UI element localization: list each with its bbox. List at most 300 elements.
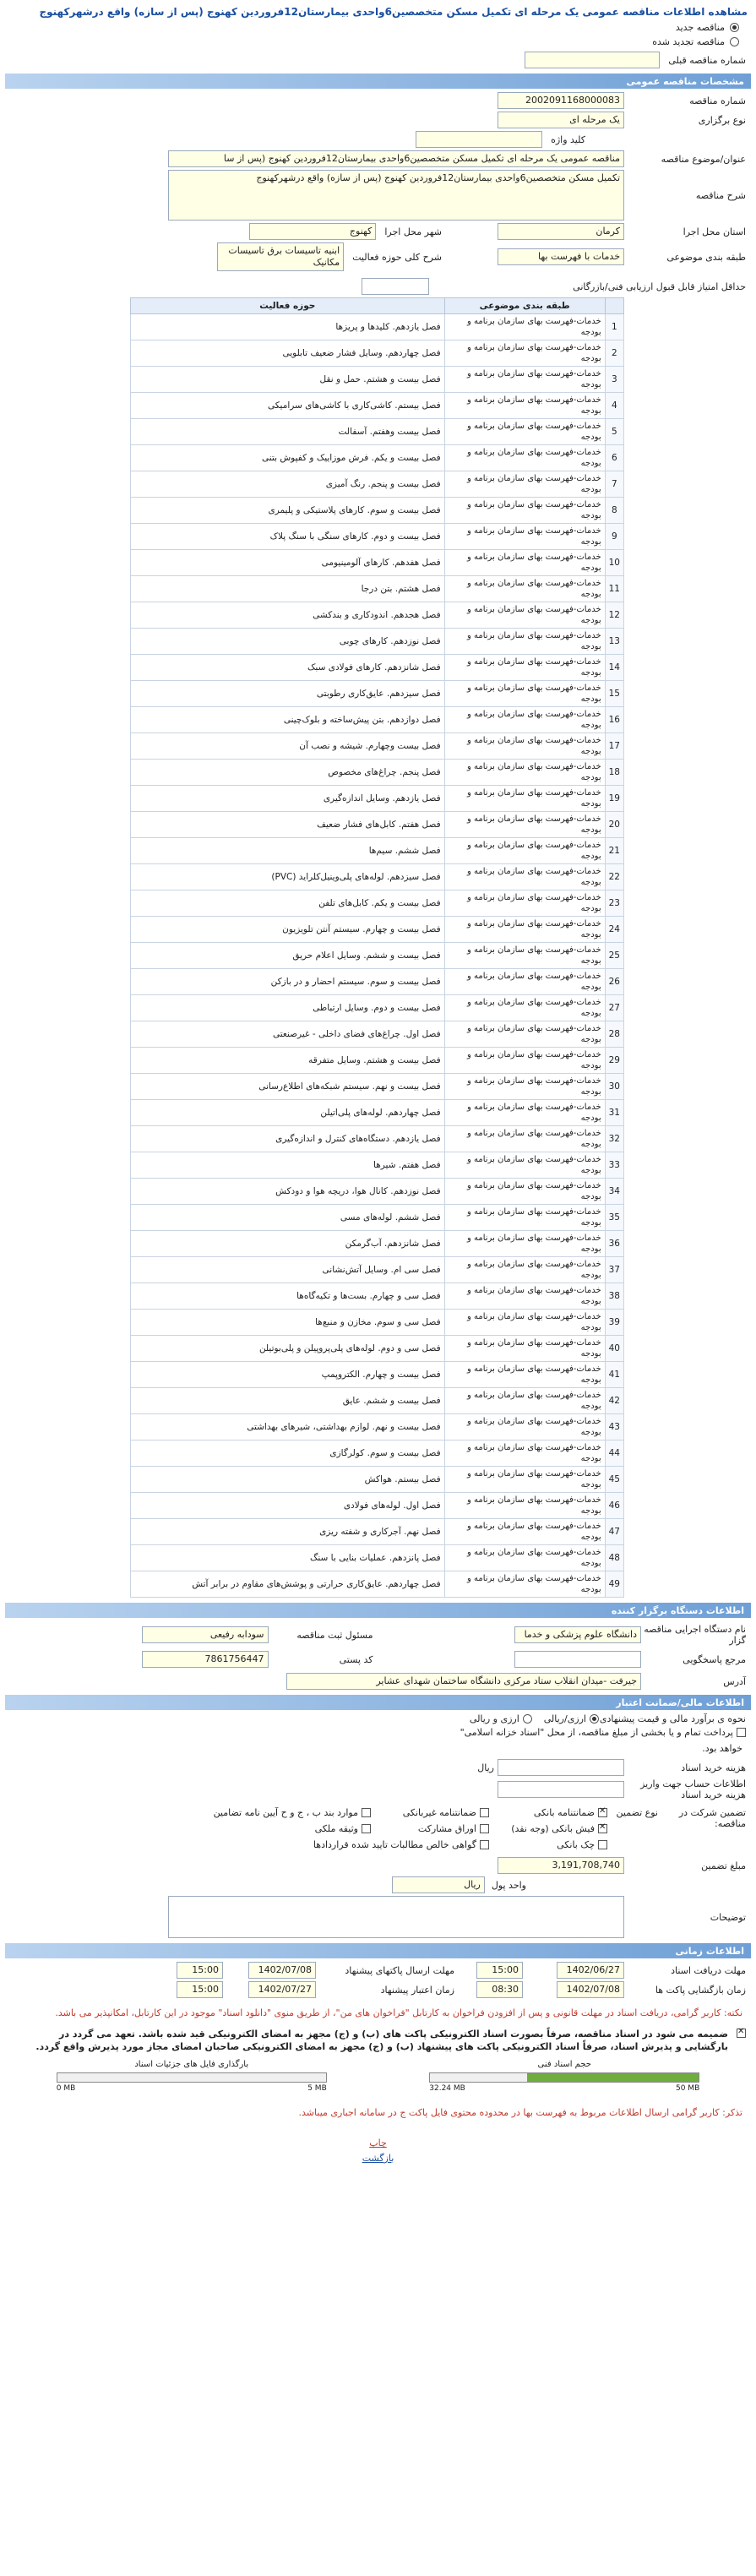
row-category: خدمات-فهرست بهای سازمان برنامه و بودجه — [444, 812, 605, 838]
upload-bar-tech-fill — [527, 2073, 699, 2082]
scope-label: شرح کلی حوزه فعالیت — [352, 251, 442, 263]
row-category: خدمات-فهرست بهای سازمان برنامه و بودجه — [444, 1257, 605, 1283]
row-category: خدمات-فهرست بهای سازمان برنامه و بودجه — [444, 1362, 605, 1388]
city-field: کهنوج — [249, 223, 376, 240]
row-field: فصل شانزدهم. کارهای فولادی سبک — [131, 655, 445, 681]
row-field: فصل سی و دوم. لوله‌های پلی‌پروپیلن و پلی‌بوتیلن — [131, 1336, 445, 1362]
row-number: 10 — [605, 550, 623, 576]
table-row — [131, 812, 624, 838]
upload-bar-tech — [429, 2060, 699, 2093]
electronic-docs-checkbox[interactable] — [737, 2029, 746, 2038]
row-field: فصل بیست و ششم. عایق — [131, 1388, 445, 1414]
row-category: خدمات-فهرست بهای سازمان برنامه و بودجه — [444, 367, 605, 393]
row-field: فصل بیست و پنجم. رنگ آمیزی — [131, 471, 445, 498]
row-number: 1 — [605, 314, 623, 340]
row-field: فصل بیست و چهارم. سیستم آنتن تلویزیون — [131, 917, 445, 943]
row-category: خدمات-فهرست بهای سازمان برنامه و بودجه — [444, 1493, 605, 1519]
upload-bar-detail-label: بارگذاری فایل های جزئیات اسناد — [134, 2060, 249, 2069]
eval-rial-option[interactable] — [544, 1713, 599, 1724]
table-row — [131, 445, 624, 471]
row-number: 40 — [605, 1336, 623, 1362]
row-category: خدمات-فهرست بهای سازمان برنامه و بودجه — [444, 890, 605, 917]
table-row — [131, 1179, 624, 1205]
table-row — [131, 524, 624, 550]
note-download: نکته: کاربر گرامی، دریافت اسناد در مهلت قانونی و پس از افزودن فراخوان به کارتابل "فراخوان های من"، از طریق منوی "دانلود اسناد" موجود در این کارتابل، امکانپذیر می باشد. — [55, 2007, 742, 2018]
row-field: فصل بیست و نهم. سیستم شبکه‌های اطلاع‌رسانی — [131, 1074, 445, 1100]
finance-section-header: اطلاعات مالی/ضمانت اعتبار — [5, 1695, 751, 1710]
row-field: فصل دوازدهم. بتن پیش‌ساخته و بلوک‌چینی — [131, 707, 445, 733]
row-category: خدمات-فهرست بهای سازمان برنامه و بودجه — [444, 786, 605, 812]
org-field: دانشگاه علوم پزشکی و خدما — [514, 1626, 641, 1643]
row-number: 23 — [605, 890, 623, 917]
table-row — [131, 681, 624, 707]
g-bank-option[interactable] — [501, 1807, 607, 1818]
table-row — [131, 419, 624, 445]
row-category: خدمات-فهرست بهای سازمان برنامه و بودجه — [444, 471, 605, 498]
row-field: فصل نهم. آجرکاری و شفته ریزی — [131, 1519, 445, 1545]
row-number: 5 — [605, 419, 623, 445]
eval-rial-radio[interactable] — [590, 1714, 599, 1724]
row-number: 32 — [605, 1126, 623, 1152]
desc-field: تکمیل مسکن متخصصین6واحدی بیمارستان12فروردین کهنوج (پس از سازه) واقع درشهرکهنوج — [168, 170, 624, 221]
row-category: خدمات-فهرست بهای سازمان برنامه و بودجه — [444, 1179, 605, 1205]
min-score-label: حداقل امتیاز قابل قبول ارزیابی فنی/بازرگانی — [573, 280, 746, 292]
row-field: فصل بیست وهفتم. آسفالت — [131, 419, 445, 445]
row-number: 27 — [605, 995, 623, 1021]
address-field: جیرفت -میدان انقلاب ستاد مرکزی دانشگاه ساختمان شهدای عشایر — [286, 1673, 641, 1690]
table-row — [131, 629, 624, 655]
g-bank-label: ضمانتنامه بانکی — [533, 1807, 595, 1818]
upload-bar-tech-max: 50 MB — [675, 2084, 700, 2093]
row-number: 49 — [605, 1571, 623, 1598]
keyword-label: کلید واژه — [551, 133, 585, 145]
postal-label: کد پستی — [339, 1653, 373, 1665]
upload-bar-detail-used: 0 MB — [56, 2084, 76, 2093]
table-row — [131, 1571, 624, 1598]
row-number: 7 — [605, 471, 623, 498]
note-price-list: تذکر: کاربر گرامی ارسال اطلاعات مربوط به فهرست بها در محدوده محتوی فایل پاکت ج در سامانه اجباری میباشد. — [298, 2107, 742, 2118]
table-row — [131, 1545, 624, 1571]
row-field: فصل بیست و سوم. کارهای پلاستیکی و پلیمری — [131, 498, 445, 524]
row-category: خدمات-فهرست بهای سازمان برنامه و بودجه — [444, 943, 605, 969]
eval-rial-label: ارزی/ریالی — [543, 1713, 586, 1724]
radio-new-label: مناقصه جدید — [675, 22, 725, 33]
row-field: فصل یازدهم. کلیدها و پریزها — [131, 314, 445, 340]
acct-field — [498, 1781, 624, 1798]
g-nonbank-label: ضمانتنامه غیربانکی — [402, 1807, 476, 1818]
table-row — [131, 1126, 624, 1152]
row-field: فصل سی و چهارم. بست‌ها و تکیه‌گاه‌ها — [131, 1283, 445, 1310]
table-row — [131, 1021, 624, 1048]
row-number: 3 — [605, 367, 623, 393]
row-field: فصل سی ام. وسایل آتش‌نشانی — [131, 1257, 445, 1283]
row-category: خدمات-فهرست بهای سازمان برنامه و بودجه — [444, 1571, 605, 1598]
row-field: فصل بیستم. کاشی‌کاری با کاشی‌های سرامیکی — [131, 393, 445, 419]
number-label: شماره مناقصه — [689, 95, 746, 106]
recv-date: 1402/06/27 — [557, 1962, 624, 1979]
category-label: طبقه بندی موضوعی — [666, 251, 746, 263]
row-number: 46 — [605, 1493, 623, 1519]
table-row — [131, 1440, 624, 1467]
row-number: 25 — [605, 943, 623, 969]
row-category: خدمات-فهرست بهای سازمان برنامه و بودجه — [444, 1336, 605, 1362]
valid-date: 1402/07/27 — [248, 1981, 316, 1998]
category-field: خدمات با فهرست بها — [498, 248, 624, 265]
scope-field: ابنیه تاسیسات برق تاسیسات مکانیک — [217, 242, 344, 271]
keyword-field[interactable] — [416, 131, 542, 148]
valid-label: زمان اعتبار پیشنهاد — [380, 1984, 454, 1996]
row-category: خدمات-فهرست بهای سازمان برنامه و بودجه — [444, 550, 605, 576]
row-field: فصل یازدهم. وسایل اندازه‌گیری — [131, 786, 445, 812]
doc-cost-label: هزینه خرید اسناد — [681, 1762, 746, 1773]
row-field: فصل بیست و یکم. فرش موزاییک و کفپوش بتنی — [131, 445, 445, 471]
row-field: فصل بیست و سوم. سیستم احضار و در بازکن — [131, 969, 445, 995]
table-row — [131, 943, 624, 969]
row-field: فصل چهاردهم. لوله‌های پلی‌اتیلن — [131, 1100, 445, 1126]
table-col-number — [605, 298, 623, 314]
row-field: فصل پانزدهم. عملیات بنایی با سنگ — [131, 1545, 445, 1571]
table-row — [131, 1310, 624, 1336]
table-row — [131, 995, 624, 1021]
g-check2-checkbox[interactable] — [598, 1840, 607, 1849]
radio-new-indicator[interactable] — [730, 23, 739, 32]
table-row — [131, 602, 624, 629]
type-label: نوع برگزاری — [698, 114, 746, 126]
submit-label: مهلت ارسال پاکتهای پیشنهاد — [345, 1964, 454, 1976]
row-number: 39 — [605, 1310, 623, 1336]
row-category: خدمات-فهرست بهای سازمان برنامه و بودجه — [444, 393, 605, 419]
type-field: یک مرحله ای — [498, 112, 624, 128]
g-nonbank-option[interactable] — [383, 1807, 489, 1818]
table-row — [131, 1493, 624, 1519]
row-category: خدمات-فهرست بهای سازمان برنامه و بودجه — [444, 864, 605, 890]
treasury-note-2: خواهد بود. — [702, 1743, 742, 1754]
table-row — [131, 1388, 624, 1414]
row-category: خدمات-فهرست بهای سازمان برنامه و بودجه — [444, 524, 605, 550]
submit-time: 15:00 — [177, 1962, 223, 1979]
table-row — [131, 1336, 624, 1362]
upload-bar-detail-track — [57, 2072, 327, 2083]
note-electronic: ضمیمه می شود در اسناد مناقصه، صرفاً بصورت اسناد الکترونیکی پاکت های (ب) و (ج) مجهز به امضای الکترونیکی قید شده باشد. تعهد می گردد در بارگشایی و پذیرش اسناد، صرفاً اسناد الکترونیکی پاکت های پیشنهاد (ب) و (ج) مجهز به امضای الکترونیکی صاحبان امضای مجاز مورد پذیرش واقع گردد. — [35, 2029, 728, 2052]
row-field: فصل بیست و هشتم. وسایل متفرقه — [131, 1048, 445, 1074]
table-row — [131, 1467, 624, 1493]
g-salary-checkbox[interactable] — [480, 1840, 489, 1849]
row-number: 33 — [605, 1152, 623, 1179]
city-label: شهر محل اجرا — [384, 226, 442, 237]
row-number: 19 — [605, 786, 623, 812]
row-number: 35 — [605, 1205, 623, 1231]
unit-field: سودابه رفیعی — [142, 1626, 269, 1643]
row-number: 14 — [605, 655, 623, 681]
g-bonds-option[interactable] — [383, 1823, 489, 1834]
g-check2-label: چک بانکی — [557, 1839, 595, 1850]
row-category: خدمات-فهرست بهای سازمان برنامه و بودجه — [444, 602, 605, 629]
row-category: خدمات-فهرست بهای سازمان برنامه و بودجه — [444, 1467, 605, 1493]
row-field: فصل بیست و ششم. وسایل اعلام حریق — [131, 943, 445, 969]
province-field: کرمان — [498, 223, 624, 240]
min-score-field — [362, 278, 429, 295]
row-category: خدمات-فهرست بهای سازمان برنامه و بودجه — [444, 1074, 605, 1100]
open-date: 1402/07/08 — [557, 1981, 624, 1998]
row-category: خدمات-فهرست بهای سازمان برنامه و بودجه — [444, 1152, 605, 1179]
row-number: 11 — [605, 576, 623, 602]
table-row — [131, 576, 624, 602]
prev-number-label: شماره مناقصه قبلی — [668, 54, 746, 66]
table-row — [131, 786, 624, 812]
row-number: 42 — [605, 1388, 623, 1414]
row-category: خدمات-فهرست بهای سازمان برنامه و بودجه — [444, 681, 605, 707]
row-field: فصل بیست و هشتم. حمل و نقل — [131, 367, 445, 393]
row-number: 24 — [605, 917, 623, 943]
row-category: خدمات-فهرست بهای سازمان برنامه و بودجه — [444, 1519, 605, 1545]
postal-field: 7861756447 — [142, 1651, 269, 1668]
row-category: خدمات-فهرست بهای سازمان برنامه و بودجه — [444, 629, 605, 655]
row-category: خدمات-فهرست بهای سازمان برنامه و بودجه — [444, 1440, 605, 1467]
row-category: خدمات-فهرست بهای سازمان برنامه و بودجه — [444, 1388, 605, 1414]
recv-label: مهلت دریافت اسناد — [671, 1964, 746, 1976]
address-label: آدرس — [723, 1675, 746, 1687]
row-number: 21 — [605, 838, 623, 864]
row-category: خدمات-فهرست بهای سازمان برنامه و بودجه — [444, 1231, 605, 1257]
table-col-field: حوزه فعالیت — [131, 298, 445, 314]
row-number: 13 — [605, 629, 623, 655]
row-number: 48 — [605, 1545, 623, 1571]
radio-new-tender[interactable] — [5, 20, 751, 35]
row-field: فصل نوزدهم. کانال هوا، دریچه هوا و دودکش — [131, 1179, 445, 1205]
table-row — [131, 917, 624, 943]
row-field: فصل سی و سوم. مخازن و منبع‌ها — [131, 1310, 445, 1336]
row-field: فصل ششم. لوله‌های مسی — [131, 1205, 445, 1231]
row-number: 9 — [605, 524, 623, 550]
g-check-label: فیش بانکی (وجه نقد) — [511, 1823, 595, 1834]
organizer-section-header: اطلاعات دستگاه برگزار کننده — [5, 1603, 751, 1618]
valid-time: 15:00 — [177, 1981, 223, 1998]
table-row — [131, 1100, 624, 1126]
row-category: خدمات-فهرست بهای سازمان برنامه و بودجه — [444, 733, 605, 760]
open-label: زمان بازگشایی پاکت ها — [655, 1984, 746, 1996]
row-number: 22 — [605, 864, 623, 890]
row-number: 41 — [605, 1362, 623, 1388]
open-time: 08:30 — [476, 1981, 523, 1998]
table-row — [131, 1414, 624, 1440]
row-field: فصل بیست و یکم. کابل‌های تلفن — [131, 890, 445, 917]
g-check-checkbox[interactable] — [598, 1824, 607, 1833]
row-number: 8 — [605, 498, 623, 524]
title-field: مناقصه عمومی یک مرحله ای تکمیل مسکن متخصصین6واحدی بیمارستان12فروردین کهنوج (پس از سا — [168, 150, 624, 167]
acct-label: اطلاعات حساب جهت واریز هزینه خرید اسناد — [640, 1778, 746, 1800]
table-row — [131, 498, 624, 524]
row-number: 4 — [605, 393, 623, 419]
g-nonbank-checkbox[interactable] — [480, 1808, 489, 1817]
prev-number-row — [5, 52, 751, 68]
treasury-checkbox[interactable] — [737, 1728, 746, 1737]
unit-label: مسئول ثبت مناقصه — [296, 1629, 373, 1641]
g-check-option[interactable] — [501, 1823, 607, 1834]
table-row — [131, 760, 624, 786]
row-number: 15 — [605, 681, 623, 707]
row-number: 12 — [605, 602, 623, 629]
row-category: خدمات-فهرست بهای سازمان برنامه و بودجه — [444, 838, 605, 864]
print-link[interactable]: چاپ — [369, 2138, 387, 2148]
radio-renewed-tender[interactable] — [5, 35, 751, 49]
row-number: 47 — [605, 1519, 623, 1545]
g-insurance-checkbox[interactable] — [362, 1808, 371, 1817]
row-category: خدمات-فهرست بهای سازمان برنامه و بودجه — [444, 1414, 605, 1440]
notes-label: توضیحات — [710, 1911, 746, 1923]
table-row — [131, 1519, 624, 1545]
row-category: خدمات-فهرست بهای سازمان برنامه و بودجه — [444, 995, 605, 1021]
row-field: فصل سیزدهم. لوله‌های پلی‌وینیل‌کلراید (PVC) — [131, 864, 445, 890]
row-number: 2 — [605, 340, 623, 367]
row-field: فصل بیست و نهم. لوازم بهداشتی، شیرهای بهداشتی — [131, 1414, 445, 1440]
table-row — [131, 314, 624, 340]
row-category: خدمات-فهرست بهای سازمان برنامه و بودجه — [444, 576, 605, 602]
row-field: فصل چهاردهم. وسایل فشار ضعیف تابلویی — [131, 340, 445, 367]
row-field: فصل یازدهم. دستگاه‌های کنترل و اندازه‌گیری — [131, 1126, 445, 1152]
desc-label: شرح مناقصه — [695, 189, 746, 201]
row-category: خدمات-فهرست بهای سازمان برنامه و بودجه — [444, 1100, 605, 1126]
doc-cost-unit: ریال — [477, 1762, 494, 1773]
submit-date: 1402/07/08 — [248, 1962, 316, 1979]
row-number: 6 — [605, 445, 623, 471]
row-number: 17 — [605, 733, 623, 760]
upload-bar-detail — [57, 2060, 327, 2093]
row-number: 31 — [605, 1100, 623, 1126]
amount-field: 3,191,708,740 — [498, 1857, 624, 1874]
upload-bar-detail-max: 5 MB — [307, 2084, 327, 2093]
row-category: خدمات-فهرست بهای سازمان برنامه و بودجه — [444, 340, 605, 367]
row-field: فصل ششم. سیم‌ها — [131, 838, 445, 864]
row-category: خدمات-فهرست بهای سازمان برنامه و بودجه — [444, 1310, 605, 1336]
row-number: 38 — [605, 1283, 623, 1310]
guarantee-type-label: نوع تضمین — [616, 1807, 658, 1818]
radio-renewed-indicator[interactable] — [730, 37, 739, 46]
row-number: 43 — [605, 1414, 623, 1440]
table-row — [131, 367, 624, 393]
row-category: خدمات-فهرست بهای سازمان برنامه و بودجه — [444, 1126, 605, 1152]
g-insurance-option[interactable] — [197, 1807, 371, 1818]
row-number: 37 — [605, 1257, 623, 1283]
row-field: فصل بیستم. هواکش — [131, 1467, 445, 1493]
row-field: فصل پنجم. چراغ‌های مخصوص — [131, 760, 445, 786]
eval-fx-option[interactable] — [470, 1713, 532, 1724]
title-label: عنوان/موضوع مناقصه — [661, 153, 746, 165]
page-title: مشاهده اطلاعات مناقصه عمومی یک مرحله ای تکمیل مسکن متخصصین6واحدی بیمارستان12فروردین کهنوج (پس از سازه) واقع درشهرکهنوج — [39, 6, 748, 18]
org-label: نام دستگاه اجرایی مناقصه گزار — [644, 1624, 746, 1646]
row-category: خدمات-فهرست بهای سازمان برنامه و بودجه — [444, 760, 605, 786]
row-category: خدمات-فهرست بهای سازمان برنامه و بودجه — [444, 655, 605, 681]
back-link[interactable]: بازگشت — [362, 2153, 394, 2164]
table-row — [131, 393, 624, 419]
row-field: فصل بیست وچهارم. شیشه و نصب آن — [131, 733, 445, 760]
upload-bar-tech-label: حجم اسناد فنی — [537, 2060, 591, 2069]
fx-field: ریال — [392, 1876, 485, 1893]
row-category: خدمات-فهرست بهای سازمان برنامه و بودجه — [444, 917, 605, 943]
upload-bar-tech-used: 32.24 MB — [429, 2084, 465, 2093]
table-row — [131, 1205, 624, 1231]
table-row — [131, 1152, 624, 1179]
g-salary-option[interactable] — [197, 1839, 489, 1850]
g-property-checkbox[interactable] — [362, 1824, 371, 1833]
table-row — [131, 1048, 624, 1074]
table-row — [131, 1231, 624, 1257]
guarantee-label: تضمین شرکت در مناقصه: — [678, 1807, 746, 1829]
g-salary-label: گواهی خالص مطالبات تایید شده قراردادها — [313, 1839, 476, 1850]
row-field: فصل چهاردهم. عایق‌کاری حرارتی و پوشش‌های مقاوم در برابر آتش — [131, 1571, 445, 1598]
row-number: 29 — [605, 1048, 623, 1074]
ref-label: مرجع پاسخگویی — [683, 1653, 746, 1665]
table-row — [131, 864, 624, 890]
recv-time: 15:00 — [476, 1962, 523, 1979]
g-check2-option[interactable] — [501, 1839, 607, 1850]
row-number: 34 — [605, 1179, 623, 1205]
eval-fx-radio[interactable] — [523, 1714, 532, 1724]
row-field: فصل سیزدهم. عایق‌کاری رطوبتی — [131, 681, 445, 707]
g-property-option[interactable] — [197, 1823, 371, 1834]
row-number: 44 — [605, 1440, 623, 1467]
row-category: خدمات-فهرست بهای سازمان برنامه و بودجه — [444, 1545, 605, 1571]
amount-label: مبلغ تضمین — [701, 1860, 746, 1871]
row-category: خدمات-فهرست بهای سازمان برنامه و بودجه — [444, 314, 605, 340]
row-number: 28 — [605, 1021, 623, 1048]
row-field: فصل اول. لوله‌های فولادی — [131, 1493, 445, 1519]
row-field: فصل شانزدهم. آب‌گرمکن — [131, 1231, 445, 1257]
row-number: 30 — [605, 1074, 623, 1100]
table-row — [131, 1362, 624, 1388]
row-category: خدمات-فهرست بهای سازمان برنامه و بودجه — [444, 707, 605, 733]
upload-bar-tech-track — [429, 2072, 699, 2083]
table-row — [131, 655, 624, 681]
notes-field — [168, 1896, 624, 1938]
general-section-header: مشخصات مناقصه عمومی — [5, 74, 751, 89]
table-row — [131, 707, 624, 733]
g-bonds-checkbox[interactable] — [480, 1824, 489, 1833]
row-field: فصل بیست و چهارم. الکتروپمپ — [131, 1362, 445, 1388]
table-row — [131, 550, 624, 576]
row-field: فصل بیست و دوم. وسایل ارتباطی — [131, 995, 445, 1021]
table-row — [131, 340, 624, 367]
row-number: 36 — [605, 1231, 623, 1257]
row-category: خدمات-فهرست بهای سازمان برنامه و بودجه — [444, 419, 605, 445]
g-property-label: وثیقه ملکی — [314, 1823, 358, 1834]
activity-table — [130, 297, 624, 1598]
eval-label: نحوه ی برآورد مالی و قیمت پیشنهادی — [599, 1713, 746, 1724]
number-field: 2002091168000083 — [498, 92, 624, 109]
row-category: خدمات-فهرست بهای سازمان برنامه و بودجه — [444, 445, 605, 471]
row-field: فصل بیست و دوم. کارهای سنگی با سنگ پلاک — [131, 524, 445, 550]
row-field: فصل هجدهم. اندودکاری و بندکشی — [131, 602, 445, 629]
table-row — [131, 969, 624, 995]
ref-field — [514, 1651, 641, 1668]
row-field: فصل هشتم. بتن درجا — [131, 576, 445, 602]
table-row — [131, 1074, 624, 1100]
radio-renewed-label: مناقصه تجدید شده — [652, 36, 725, 47]
g-insurance-label: موارد بند ب ، ج و ح آیین نامه تضامین — [213, 1807, 358, 1818]
upload-bars — [5, 2060, 751, 2093]
prev-number-field[interactable] — [525, 52, 660, 68]
province-label: استان محل اجرا — [683, 226, 746, 237]
g-bank-checkbox[interactable] — [598, 1808, 607, 1817]
row-number: 20 — [605, 812, 623, 838]
table-row — [131, 733, 624, 760]
row-category: خدمات-فهرست بهای سازمان برنامه و بودجه — [444, 498, 605, 524]
row-number: 45 — [605, 1467, 623, 1493]
row-number: 26 — [605, 969, 623, 995]
row-category: خدمات-فهرست بهای سازمان برنامه و بودجه — [444, 1021, 605, 1048]
g-bonds-label: اوراق مشارکت — [417, 1823, 476, 1834]
table-row — [131, 471, 624, 498]
eval-fx-label: ارزی و ریالی — [469, 1713, 519, 1724]
